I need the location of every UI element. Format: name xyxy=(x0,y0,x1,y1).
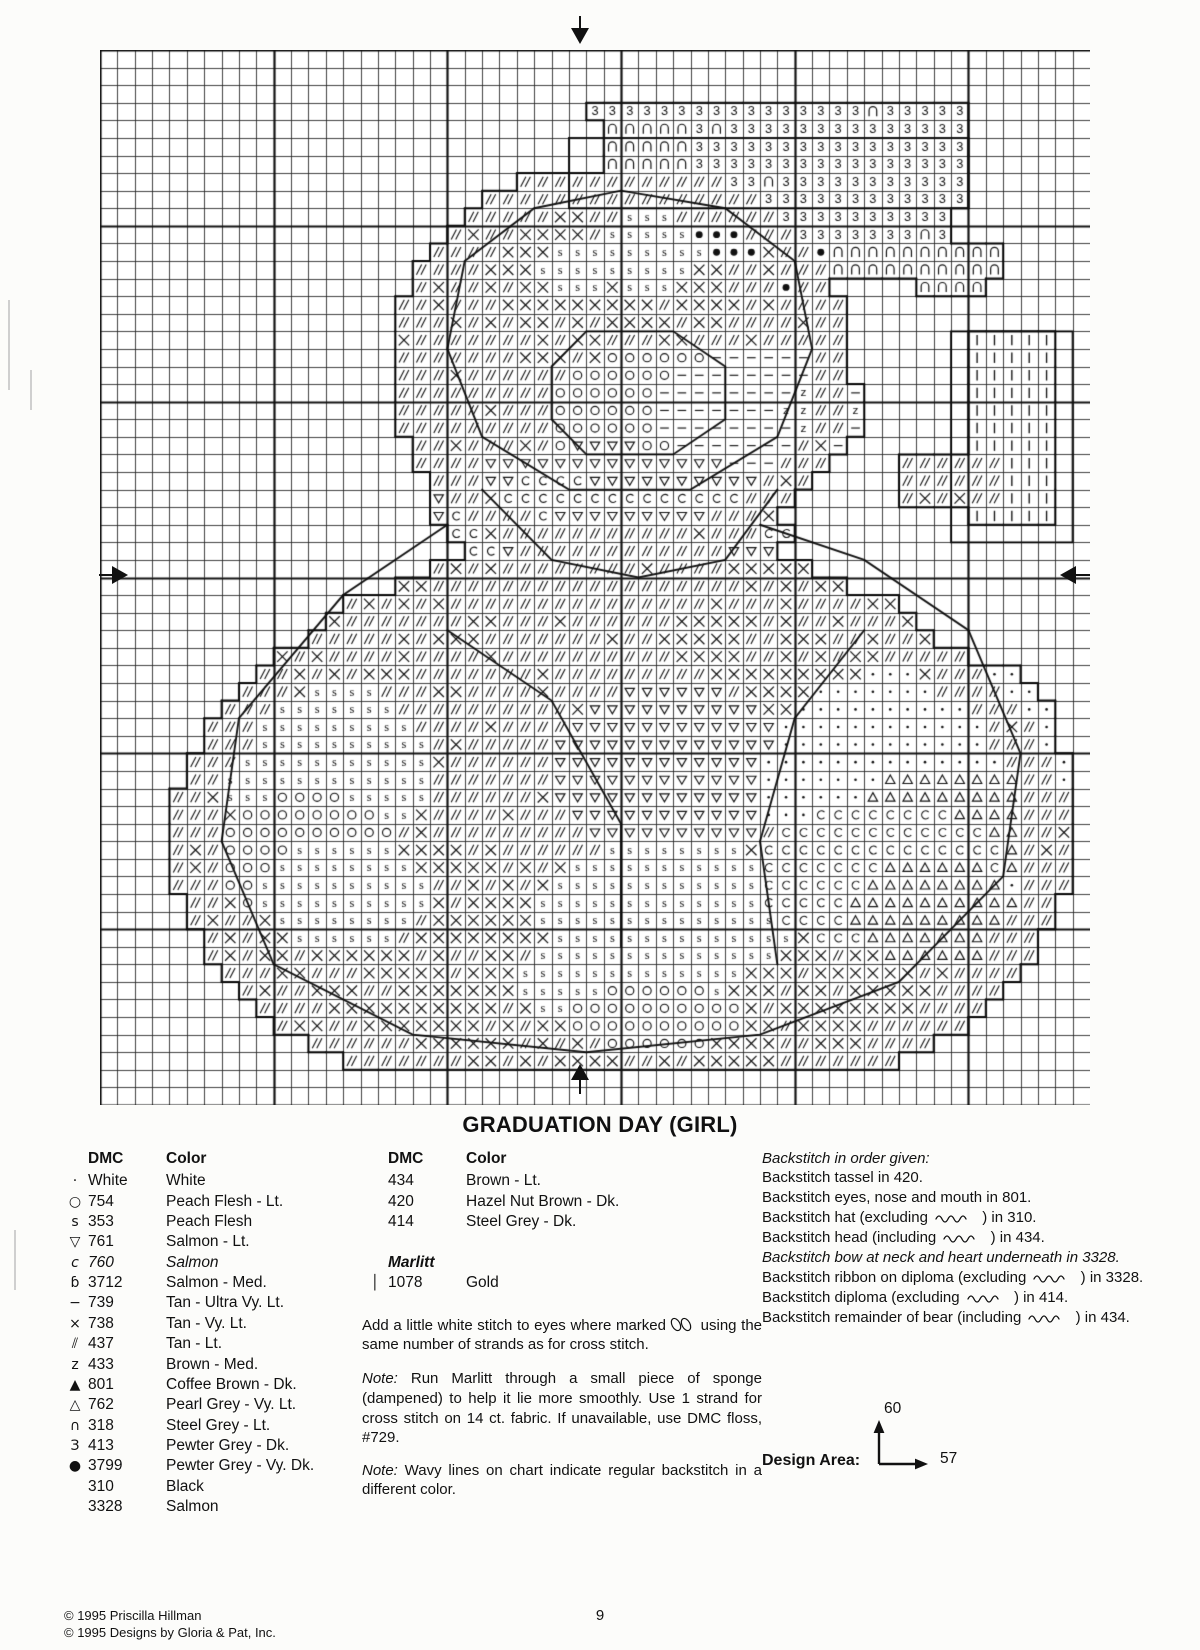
wavy-line-icon xyxy=(934,1212,976,1224)
copyright-line-1: © 1995 Priscilla Hillman xyxy=(64,1607,202,1623)
page-title: GRADUATION DAY (GIRL) xyxy=(462,1112,738,1137)
legend-row xyxy=(362,1171,619,1191)
legend-symbol xyxy=(362,1212,388,1232)
backstitch-line xyxy=(762,1248,1152,1268)
scan-artifact xyxy=(14,1230,16,1290)
legend-dmc-number: 420 xyxy=(388,1192,414,1210)
backstitch-text: Backstitch diploma (excluding xyxy=(762,1288,960,1306)
legend-row xyxy=(62,1273,314,1293)
legend-dmc-number: 318 xyxy=(88,1416,114,1434)
legend-row xyxy=(62,1436,314,1456)
legend-symbol: ● xyxy=(68,1458,82,1475)
legend-dmc-header-2: DMC xyxy=(388,1150,424,1167)
legend-row xyxy=(62,1395,314,1415)
legend-row xyxy=(62,1212,314,1232)
legend-symbol-header xyxy=(62,1150,88,1171)
legend-symbol xyxy=(362,1191,388,1211)
legend-symbol-header-2 xyxy=(362,1150,388,1171)
wavy-lines-note xyxy=(362,1462,762,1499)
backstitch-line xyxy=(762,1228,1152,1248)
legend-dmc-header: DMC xyxy=(88,1150,124,1167)
chart-grid xyxy=(100,50,1090,1105)
scan-artifact xyxy=(8,300,10,390)
design-area-height-value: 60 xyxy=(884,1400,902,1417)
eye-highlight-icon xyxy=(668,1317,694,1332)
legend-dmc-number: 414 xyxy=(388,1212,414,1230)
legend-dmc-number: 801 xyxy=(88,1375,114,1393)
floss-legend-table-2 xyxy=(362,1150,619,1232)
legend-color-name: White xyxy=(166,1172,206,1190)
legend-symbol: ∩ xyxy=(69,1417,81,1434)
legend-header-row xyxy=(62,1150,314,1171)
legend-column-2 xyxy=(362,1150,762,1513)
wavy-line-icon xyxy=(942,1232,984,1244)
center-arrow-left-stem xyxy=(99,574,115,576)
legend-color-name: Steel Grey - Lt. xyxy=(166,1416,271,1434)
legend-symbol: ѕ xyxy=(71,1213,79,1230)
legend-dmc-number: 434 xyxy=(388,1172,414,1190)
white-stitch-note-a: Add a little white stitch to eyes where marked xyxy=(362,1316,666,1334)
legend-color-name: Coffee Brown - Dk. xyxy=(166,1375,297,1393)
legend-dmc-number: 353 xyxy=(88,1212,114,1230)
backstitch-line xyxy=(762,1208,1152,1228)
backstitch-text: Backstitch eyes, nose and mouth in 801. xyxy=(762,1188,1032,1206)
backstitch-text: Backstitch ribbon on diploma (excluding xyxy=(762,1268,1027,1286)
legend-dmc-number: 3712 xyxy=(88,1274,123,1292)
legend-dmc-number: 760 xyxy=(88,1253,114,1271)
backstitch-text-tail: ) in 434. xyxy=(1075,1308,1130,1326)
legend-color-name: Brown - Med. xyxy=(166,1355,259,1373)
legend-dmc-number: 3799 xyxy=(88,1457,123,1475)
backstitch-text: Backstitch hat (excluding xyxy=(762,1208,928,1226)
legend-row xyxy=(62,1456,314,1476)
legend-symbol: ○ xyxy=(68,1193,82,1210)
legend-dmc-number: White xyxy=(88,1172,128,1190)
legend-symbol: с xyxy=(71,1254,79,1271)
legend-row xyxy=(62,1334,314,1354)
backstitch-heading: Backstitch in order given: xyxy=(762,1150,930,1167)
cross-stitch-chart[interactable] xyxy=(100,50,1090,1105)
white-stitch-note-b: using the same number of strands as for cross stitch. xyxy=(362,1316,762,1354)
center-arrow-top-stem xyxy=(579,16,581,32)
legend-color-name: Pewter Grey - Vy. Dk. xyxy=(166,1457,315,1475)
wavy-line-icon xyxy=(966,1292,1008,1304)
floss-legend-table-1 xyxy=(62,1150,314,1517)
design-area-label: Design Area: xyxy=(762,1452,861,1469)
marlitt-legend-table xyxy=(362,1273,499,1293)
legend-dmc-number: 433 xyxy=(88,1355,114,1373)
legend-symbol: · xyxy=(72,1173,78,1190)
legend-row xyxy=(62,1497,314,1517)
backstitch-text-tail: ) in 434. xyxy=(990,1228,1045,1246)
legend-color-name: Black xyxy=(166,1477,204,1495)
legend-dmc-number: 3328 xyxy=(88,1498,123,1516)
legend-dmc-number: 1078 xyxy=(388,1274,423,1292)
backstitch-text: Backstitch bow at neck and heart underneath in 3328. xyxy=(762,1248,1120,1266)
legend-dmc-number: 413 xyxy=(88,1437,114,1455)
legend-symbol xyxy=(62,1477,88,1497)
legend-color-name: Salmon xyxy=(166,1498,219,1516)
white-stitch-note xyxy=(362,1316,762,1356)
legend-symbol xyxy=(62,1497,88,1517)
legend-color-name: Peach Flesh - Lt. xyxy=(166,1192,284,1210)
legend-color-name: Peach Flesh xyxy=(166,1212,253,1230)
backstitch-text-tail: ) in 414. xyxy=(1013,1288,1069,1306)
copyright-line-2: © 1995 Designs by Gloria & Pat, Inc. xyxy=(64,1625,276,1641)
legend-color-header-2: Color xyxy=(466,1150,507,1167)
legend-row xyxy=(62,1191,314,1211)
legend-row xyxy=(62,1416,314,1436)
legend-row xyxy=(62,1375,314,1395)
legend-symbol: ⫽ xyxy=(71,1336,79,1353)
wavy-lines-note-body: Wavy lines on chart indicate regular backstitch in a different color. xyxy=(362,1462,762,1498)
center-arrow-bottom-stem xyxy=(579,1078,581,1094)
legend-color-name: Salmon - Lt. xyxy=(166,1233,250,1251)
legend-dmc-number: 761 xyxy=(88,1233,114,1251)
legend-color-name: Pearl Grey - Vy. Lt. xyxy=(166,1396,297,1414)
legend-dmc-number: 738 xyxy=(88,1314,114,1332)
legend-color-name: Salmon xyxy=(166,1253,219,1271)
legend-and-notes xyxy=(62,1150,1152,1517)
marlitt-note-label: Note: xyxy=(362,1370,398,1388)
legend-row xyxy=(62,1354,314,1374)
legend-color-name: Salmon - Med. xyxy=(166,1274,267,1292)
legend-color-name: Hazel Nut Brown - Dk. xyxy=(466,1192,620,1210)
design-area-width-value: 57 xyxy=(940,1450,958,1467)
legend-color-name: Tan - Vy. Lt. xyxy=(166,1314,247,1332)
marlitt-heading: Marlitt xyxy=(388,1254,435,1272)
wavy-lines-note-label: Note: xyxy=(362,1462,398,1480)
backstitch-column xyxy=(762,1150,1152,1328)
legend-color-name: Tan - Lt. xyxy=(166,1335,222,1353)
legend-dmc-number: 754 xyxy=(88,1192,114,1210)
marlitt-note-body: Run Marlitt through a small piece of sponge (dampened) to help it lie more smoothly. Use 1 strand for cross stitch on 14 ct. fabric. If unavailable, use DMC floss, #729. xyxy=(362,1370,762,1447)
legend-dmc-number: 310 xyxy=(88,1477,114,1495)
legend-row xyxy=(362,1191,619,1211)
backstitch-text: Backstitch tassel in 420. xyxy=(762,1169,923,1186)
marlitt-note xyxy=(362,1369,762,1448)
legend-column-1 xyxy=(62,1150,362,1517)
backstitch-line xyxy=(762,1288,1152,1308)
backstitch-text-tail: ) in 3328. xyxy=(1080,1268,1144,1286)
legend-symbol: z xyxy=(71,1356,79,1373)
wavy-line-icon xyxy=(1027,1312,1069,1324)
backstitch-line xyxy=(762,1168,1152,1188)
backstitch-text: Backstitch head (including xyxy=(762,1228,937,1246)
legend-header-row-2 xyxy=(362,1150,619,1171)
design-area-arrows-icon xyxy=(870,1418,940,1474)
page-number: 9 xyxy=(595,1607,605,1624)
legend-symbol: △ xyxy=(69,1397,81,1414)
legend-row xyxy=(62,1232,314,1252)
backstitch-list xyxy=(762,1168,1152,1328)
backstitch-line xyxy=(762,1268,1152,1288)
legend-symbol xyxy=(362,1171,388,1191)
legend-symbol: │ xyxy=(370,1275,380,1292)
scan-artifact xyxy=(30,370,32,410)
legend-dmc-number: 739 xyxy=(88,1294,114,1312)
legend-row xyxy=(62,1477,314,1497)
backstitch-text-tail: ) in 310. xyxy=(982,1208,1037,1226)
legend-dmc-number: 762 xyxy=(88,1396,114,1414)
legend-row xyxy=(62,1171,314,1191)
legend-symbol: ▲ xyxy=(69,1376,81,1393)
wavy-line-icon xyxy=(1032,1272,1074,1284)
legend-color-name: Gold xyxy=(466,1274,499,1292)
legend-symbol: З xyxy=(70,1438,80,1455)
center-arrow-right-stem xyxy=(1072,574,1090,576)
legend-color-name: Steel Grey - Dk. xyxy=(466,1212,577,1230)
legend-row xyxy=(62,1293,314,1313)
backstitch-line xyxy=(762,1308,1152,1328)
legend-row xyxy=(62,1314,314,1334)
legend-color-name: Brown - Lt. xyxy=(466,1172,541,1190)
legend-color-name: Pewter Grey - Dk. xyxy=(166,1437,290,1455)
legend-row xyxy=(362,1273,499,1293)
backstitch-line xyxy=(762,1188,1152,1208)
legend-symbol: ɓ xyxy=(70,1275,80,1292)
legend-color-name: Tan - Ultra Vy. Lt. xyxy=(166,1294,285,1312)
legend-symbol: ▽ xyxy=(69,1234,81,1251)
backstitch-text: Backstitch remainder of bear (including xyxy=(762,1308,1022,1326)
legend-row xyxy=(62,1253,314,1273)
legend-color-header: Color xyxy=(166,1150,207,1167)
legend-symbol: − xyxy=(69,1295,81,1312)
legend-row xyxy=(362,1212,619,1232)
legend-symbol: × xyxy=(69,1315,81,1332)
legend-dmc-number: 437 xyxy=(88,1335,114,1353)
